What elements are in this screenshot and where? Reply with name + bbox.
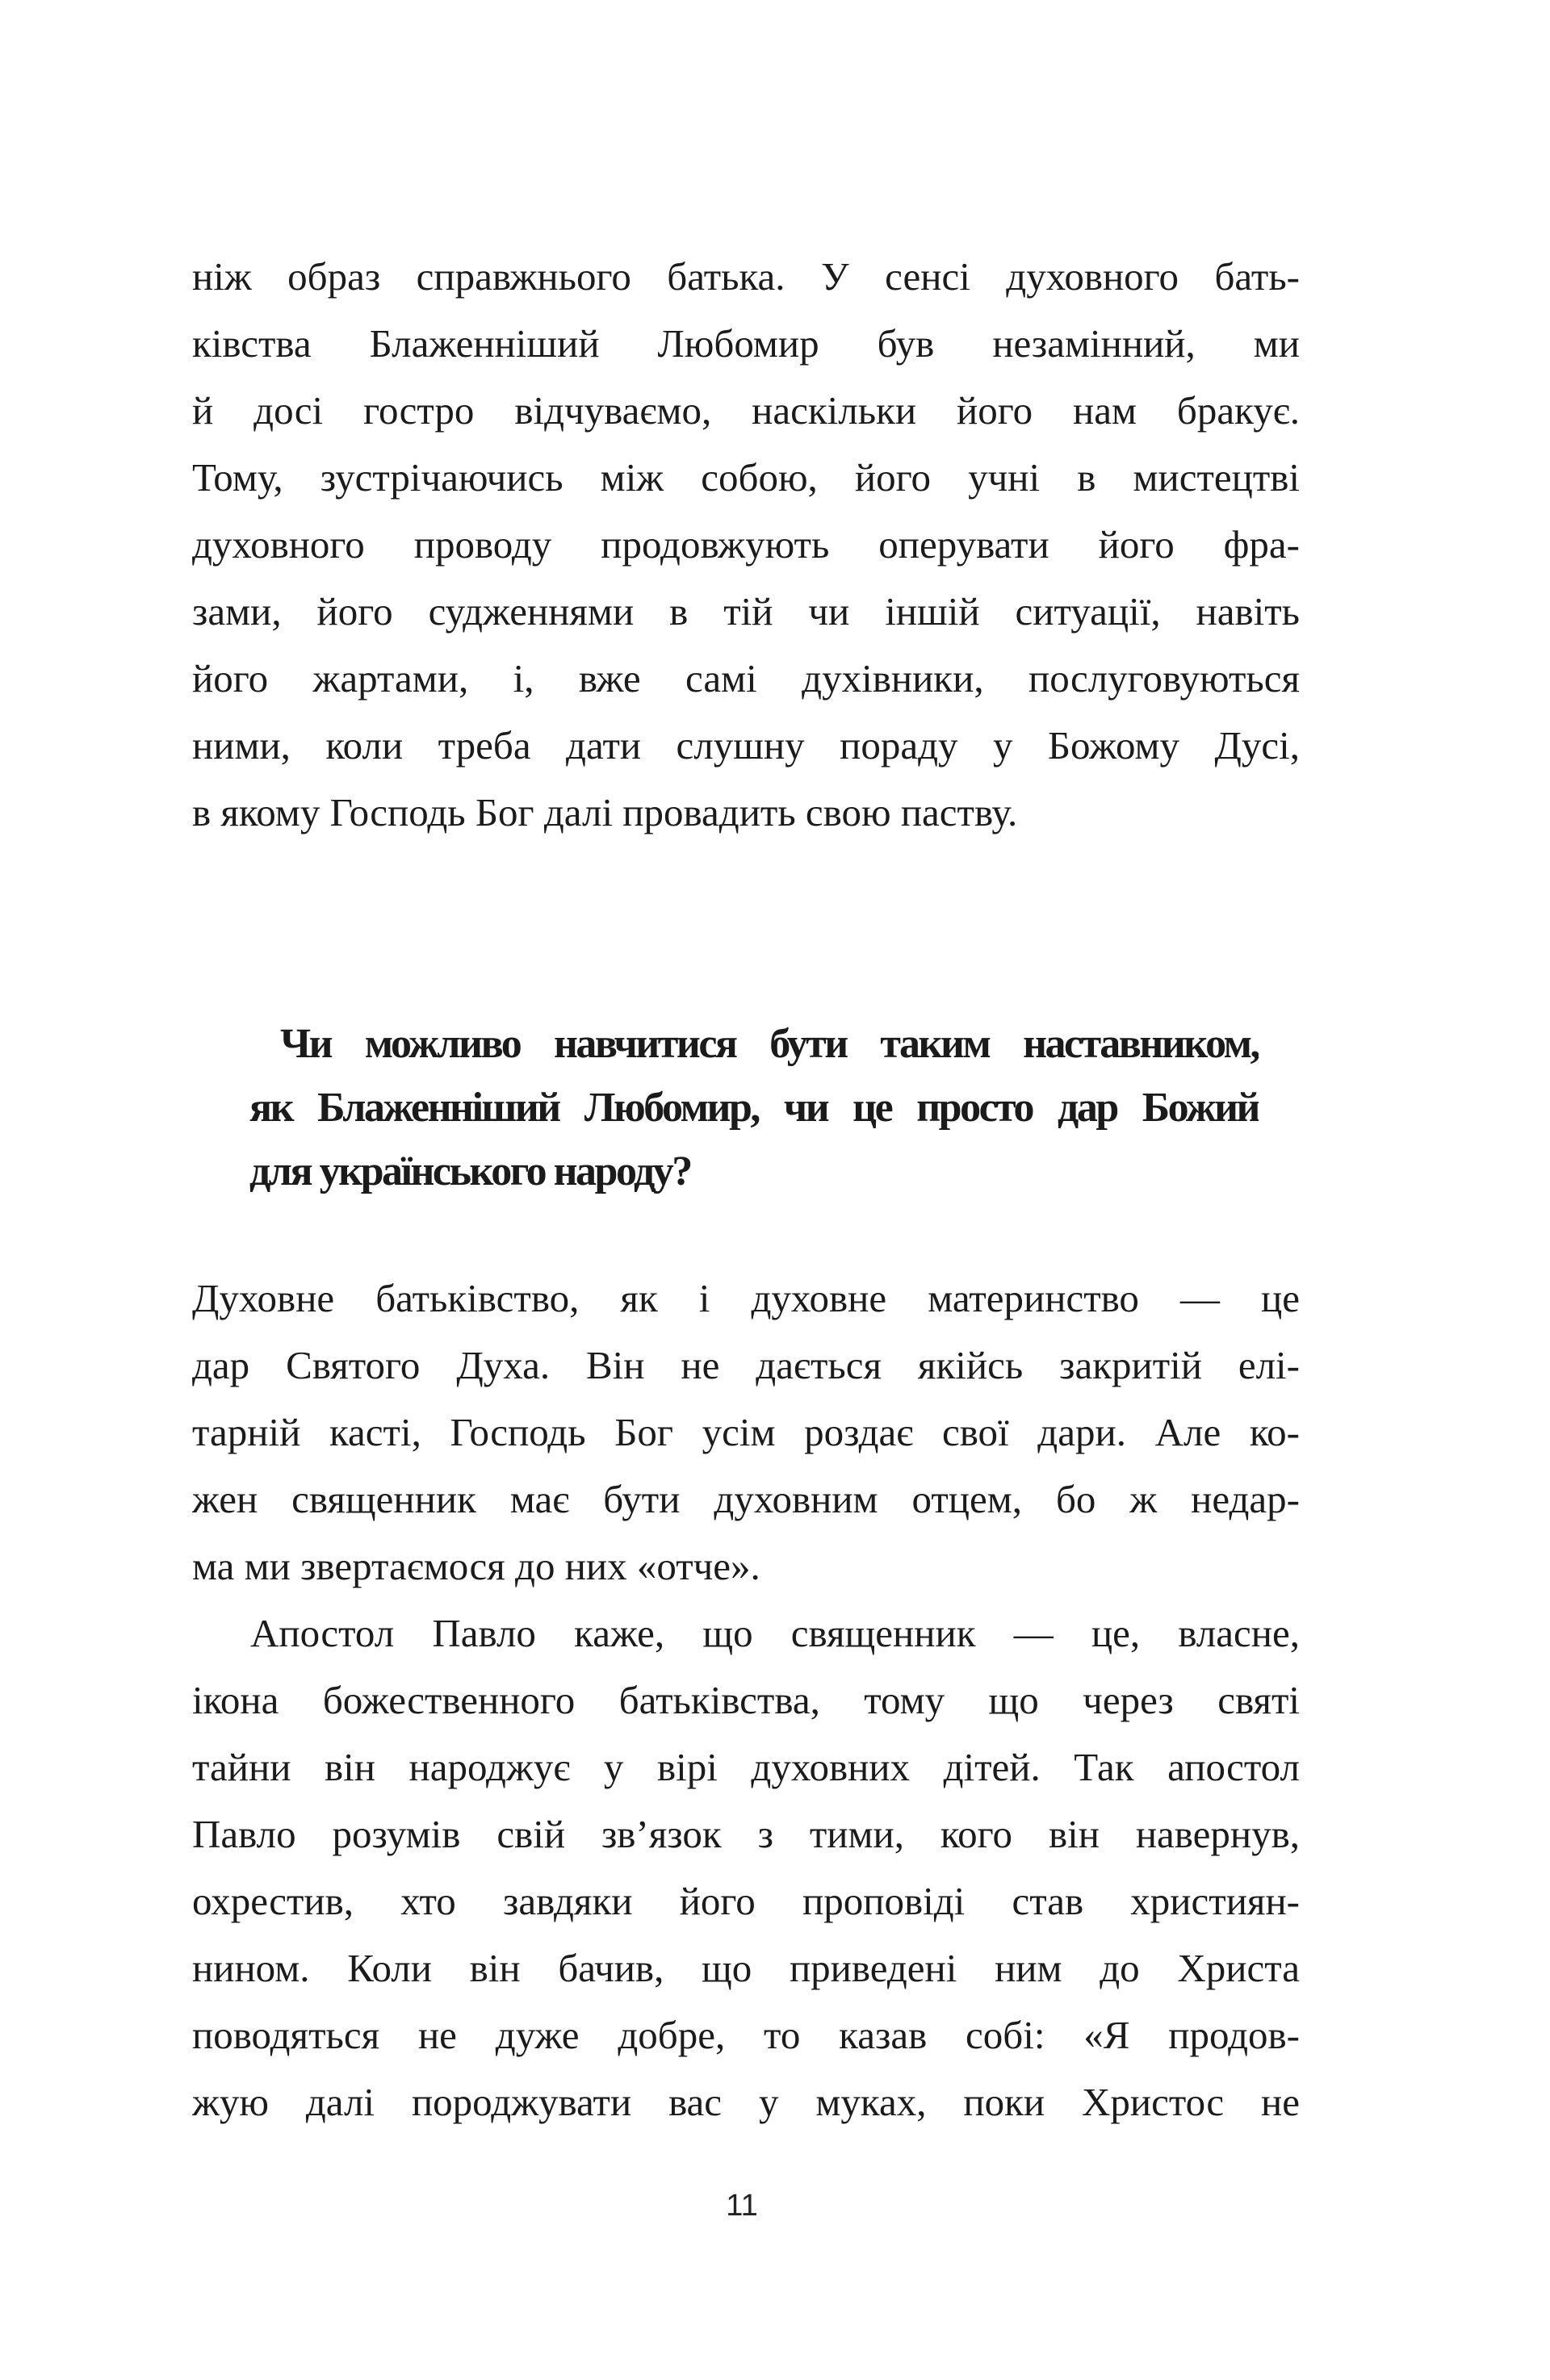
text-line: ніж образ справжнього батька. У сенсі духовного бать- <box>192 254 1300 299</box>
text-line: й досі гостро відчуваємо, наскільки його нам бракує. <box>192 388 1300 433</box>
text-line: духовного проводу продовжують оперувати його фра- <box>192 522 1300 567</box>
text-line: Апостол Павло каже, що священник — це, власне, <box>250 1611 1300 1655</box>
text-line: охрестив, хто завдяки його проповіді став християн- <box>192 1879 1300 1923</box>
text-line: ними, коли треба дати слушну пораду у Божому Дусі, <box>192 723 1300 768</box>
text-line: Духовне батьківство, як і духовне материнство — це <box>192 1276 1300 1320</box>
text-line: Павло розумів свій зв’язок з тими, кого він навернув, <box>192 1812 1300 1856</box>
text-line: його жартами, і, вже самі духівники, послуговуються <box>192 656 1300 701</box>
interview-question <box>249 1012 1259 1203</box>
text-line: поводяться не дуже добре, то казав собі: «Я продов- <box>192 2013 1300 2057</box>
page-number: 11 <box>726 2189 758 2223</box>
text-line: ківства Блаженніший Любомир був незамінний, ми <box>192 321 1300 366</box>
text-line: жую далі породжувати вас у муках, поки Христос не <box>192 2080 1300 2124</box>
text-line: зами, його судженнями в тій чи іншій ситуації, навіть <box>192 589 1300 634</box>
text-line: тарній касті, Господь Бог усім роздає свої дари. Але ко- <box>192 1410 1300 1454</box>
text-line: для українського народу? <box>249 1148 691 1194</box>
text-line: Чи можливо навчитися бути таким наставником, <box>280 1021 1259 1067</box>
text-line: жен священник має бути духовним отцем, бо ж недар- <box>192 1477 1300 1521</box>
text-line: ікона божественного батьківства, тому що через святі <box>192 1678 1300 1722</box>
text-line: тайни він народжує у вірі духовних дітей. Так апостол <box>192 1745 1300 1789</box>
text-line: як Блаженніший Любомир, чи це просто дар Божий <box>249 1085 1259 1131</box>
text-line: ма ми звертаємося до них «отче». <box>192 1544 760 1588</box>
text-line: Тому, зустрічаючись між собою, його учні в мистецтві <box>192 455 1300 500</box>
text-line: нином. Коли він бачив, що приведені ним до Христа <box>192 1946 1300 1990</box>
text-line: в якому Господь Бог далі провадить свою паству. <box>192 790 1018 834</box>
paragraph-2 <box>192 1265 1300 2135</box>
text-line: дар Святого Духа. Він не дається якійсь закритій елі- <box>192 1343 1300 1387</box>
paragraph-1 <box>192 243 1300 846</box>
